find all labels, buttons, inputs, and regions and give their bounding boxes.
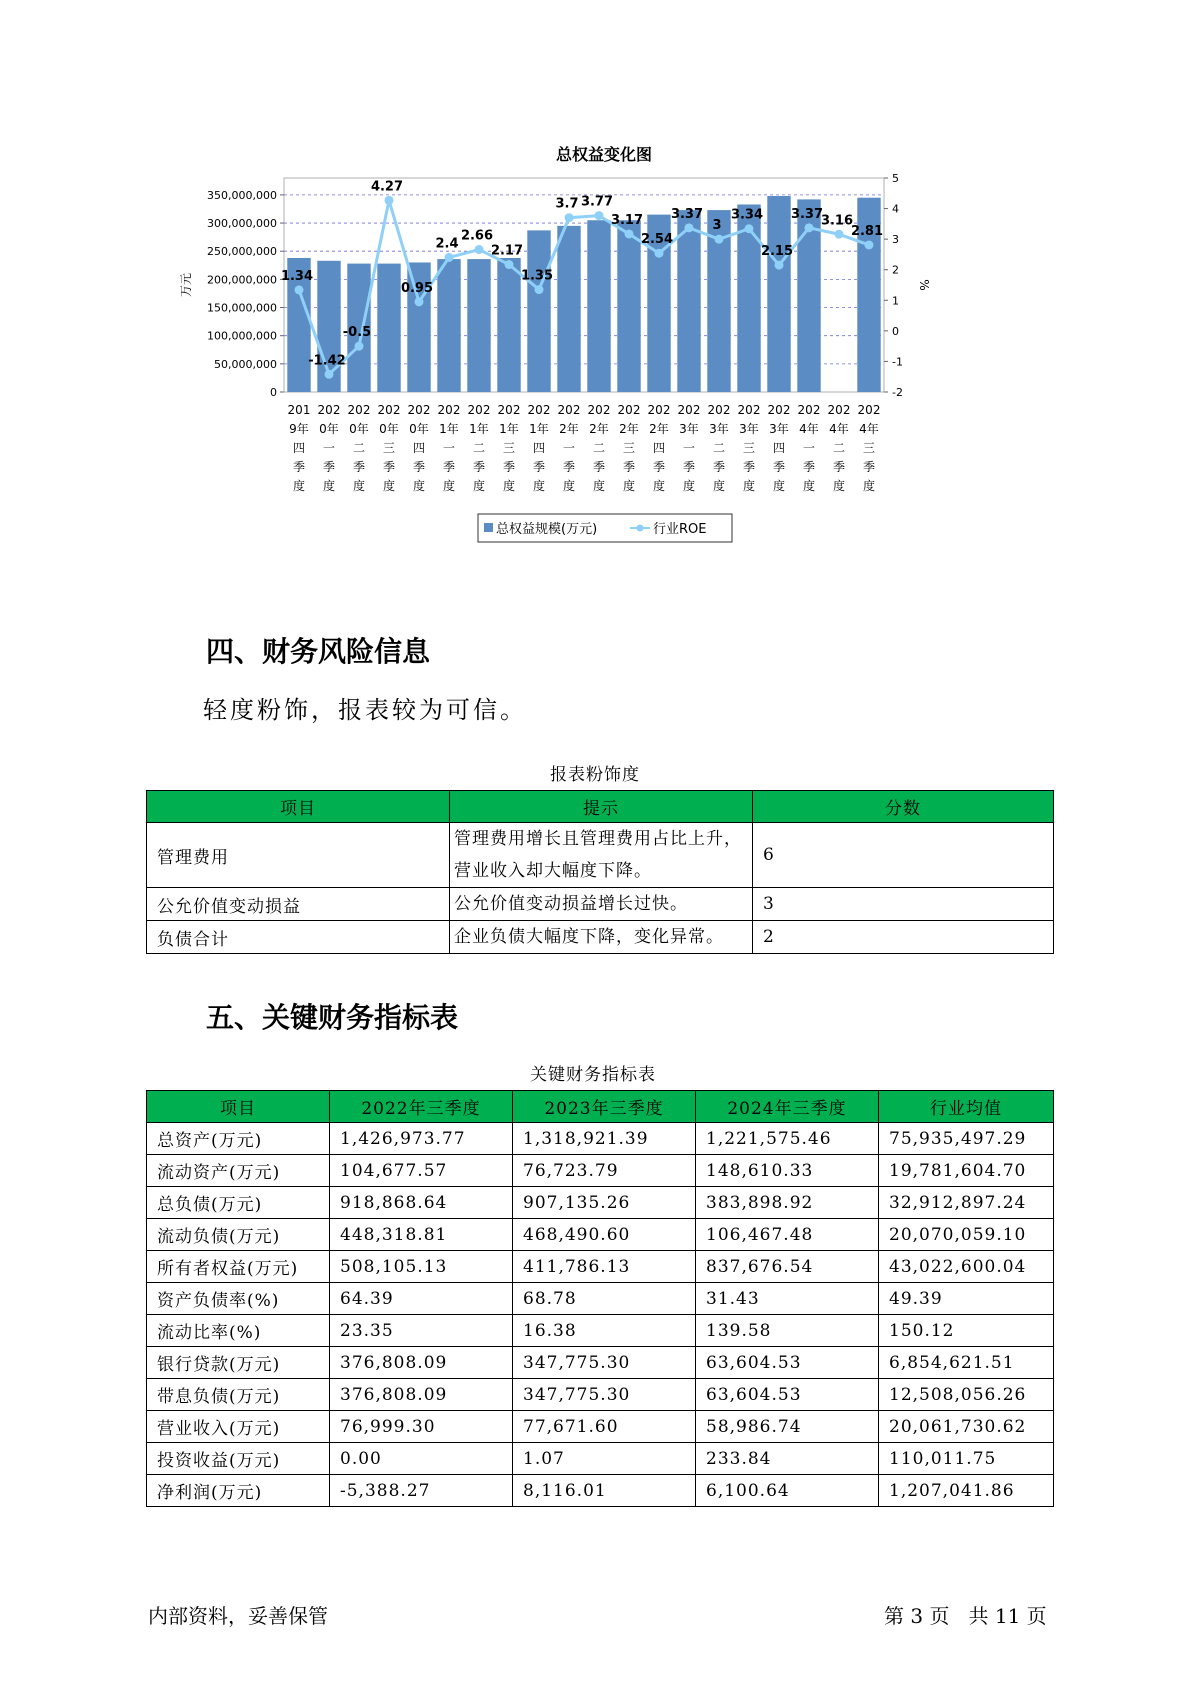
x-tick-label: 一: [442, 441, 456, 455]
x-tick-label: 0年: [349, 422, 369, 436]
x-tick-label: 3年: [709, 422, 729, 436]
metrics-value: 63,604.53: [696, 1379, 879, 1411]
y2-tick-label: -2: [892, 386, 903, 399]
x-tick-label: 季: [292, 460, 306, 474]
metrics-item: 流动负债(万元): [147, 1219, 330, 1251]
y2-tick-label: 3: [892, 233, 899, 247]
roe-point: [295, 285, 304, 294]
metrics-value: 23.35: [330, 1315, 513, 1347]
x-tick-label: 二: [832, 441, 846, 455]
y2-tick-label: 5: [892, 172, 899, 185]
x-tick-label: 四: [772, 441, 786, 455]
metrics-value: 64.39: [330, 1283, 513, 1315]
metrics-value: 1.07: [513, 1443, 696, 1475]
metrics-item: 银行贷款(万元): [147, 1347, 330, 1379]
metrics-value: 63,604.53: [696, 1347, 879, 1379]
risk-header-score: 分数: [753, 791, 1054, 823]
metrics-item: 流动比率(%): [147, 1315, 330, 1347]
x-tick-label: 0年: [319, 422, 339, 436]
metrics-value: 411,786.13: [513, 1251, 696, 1283]
metrics-row: [147, 1123, 1054, 1155]
x-tick-label: 202: [827, 403, 851, 417]
risk-hint: 企业负债大幅度下降，变化异常。: [450, 921, 753, 954]
section4-title: 四、财务风险信息: [206, 635, 431, 668]
metrics-item: 资产负债率(%): [147, 1283, 330, 1315]
roe-point: [355, 342, 364, 351]
x-tick-label: 三: [502, 441, 516, 455]
roe-point: [385, 196, 394, 205]
metrics-value: 376,808.09: [330, 1347, 513, 1379]
risk-score: 3: [753, 888, 1054, 921]
x-tick-label: 一: [562, 441, 576, 455]
x-tick-label: 一: [682, 441, 696, 455]
metrics-value: 0.00: [330, 1443, 513, 1475]
metrics-row: [147, 1283, 1054, 1315]
x-tick-label: 度: [442, 479, 456, 493]
metrics-value: 233.84: [696, 1443, 879, 1475]
x-tick-label: 202: [587, 403, 611, 417]
risk-table-caption: 报表粉饰度: [550, 765, 640, 785]
metrics-item: 净利润(万元): [147, 1475, 330, 1507]
metrics-value: 75,935,497.29: [879, 1123, 1054, 1155]
roe-data-label: 3.7: [555, 196, 579, 212]
roe-data-label: 1.34: [280, 268, 314, 284]
x-tick-label: 3年: [769, 422, 789, 436]
metrics-value: 1,207,041.86: [879, 1475, 1054, 1507]
x-tick-label: 度: [322, 479, 336, 493]
y2-tick-label: 2: [892, 263, 899, 277]
roe-point: [775, 261, 784, 270]
metrics-row: [147, 1379, 1054, 1411]
x-tick-label: 202: [797, 403, 821, 417]
bar: [617, 220, 640, 392]
x-tick-label: 度: [412, 479, 426, 493]
roe-point: [625, 229, 634, 238]
roe-data-label: 2.4: [435, 236, 459, 252]
x-tick-label: 度: [382, 479, 396, 493]
x-tick-label: 3年: [739, 422, 759, 436]
risk-score: 2: [753, 921, 1054, 954]
bar: [527, 230, 550, 392]
metrics-value: 347,775.30: [513, 1347, 696, 1379]
roe-data-label: 2.15: [760, 244, 794, 260]
metrics-value: 104,677.57: [330, 1155, 513, 1187]
roe-data-label: -0.5: [342, 325, 372, 341]
metrics-value: 383,898.92: [696, 1187, 879, 1219]
x-tick-label: 四: [292, 441, 306, 455]
y2-axis-label: %: [917, 279, 931, 291]
metrics-value: 32,912,897.24: [879, 1187, 1054, 1219]
x-tick-label: 0年: [409, 422, 429, 436]
roe-data-label: 3.37: [670, 206, 704, 222]
x-tick-label: 季: [742, 460, 756, 474]
x-tick-label: 季: [832, 460, 846, 474]
metrics-row: [147, 1475, 1054, 1507]
metrics-value: 110,011.75: [879, 1443, 1054, 1475]
risk-header-hint: 提示: [450, 791, 753, 823]
x-tick-label: 度: [562, 479, 576, 493]
metrics-value: 837,676.54: [696, 1251, 879, 1283]
x-tick-label: 季: [802, 460, 816, 474]
x-tick-label: 度: [622, 479, 636, 493]
roe-data-label: 2.17: [490, 243, 524, 259]
x-tick-label: 202: [737, 403, 761, 417]
x-tick-label: 季: [622, 460, 636, 474]
x-tick-label: 一: [802, 441, 816, 455]
roe-data-label: 3.16: [820, 213, 854, 229]
x-tick-label: 二: [592, 441, 606, 455]
x-tick-label: 度: [292, 479, 306, 493]
x-tick-label: 9年: [289, 422, 309, 436]
metrics-value: 1,221,575.46: [696, 1123, 879, 1155]
roe-data-label: 3: [712, 218, 722, 234]
metrics-row: [147, 1251, 1054, 1283]
metrics-value: 76,723.79: [513, 1155, 696, 1187]
metrics-value: 16.38: [513, 1315, 696, 1347]
x-tick-label: 季: [382, 460, 396, 474]
risk-item: 管理费用: [147, 823, 450, 888]
metrics-row: [147, 1155, 1054, 1187]
metrics-header: 行业均值: [879, 1091, 1054, 1123]
y2-tick-label: -1: [892, 355, 903, 369]
bar: [467, 259, 490, 392]
y2-tick-label: 1: [892, 294, 899, 308]
legend-line-label: 行业ROE: [653, 522, 707, 537]
x-tick-label: 二: [472, 441, 486, 455]
x-tick-label: 度: [772, 479, 786, 493]
roe-point: [415, 297, 424, 306]
metrics-table-caption: 关键财务指标表: [530, 1065, 656, 1085]
x-tick-label: 四: [652, 441, 666, 455]
metrics-item: 流动资产(万元): [147, 1155, 330, 1187]
metrics-value: 68.78: [513, 1283, 696, 1315]
legend-bar-label: 总权益规模(万元): [496, 522, 598, 537]
metrics-value: 148,610.33: [696, 1155, 879, 1187]
x-tick-label: 4年: [799, 422, 819, 436]
x-tick-label: 季: [532, 460, 546, 474]
x-tick-label: 度: [832, 479, 846, 493]
x-tick-label: 202: [407, 403, 431, 417]
section4-text: 轻度粉饰，报表较为可信。: [203, 696, 527, 724]
risk-item: 公允价值变动损益: [147, 888, 450, 921]
metrics-value: 76,999.30: [330, 1411, 513, 1443]
metrics-row: [147, 1315, 1054, 1347]
roe-point: [475, 245, 484, 254]
bar: [377, 264, 400, 392]
x-tick-label: 202: [707, 403, 731, 417]
x-tick-label: 度: [502, 479, 516, 493]
x-tick-label: 202: [617, 403, 641, 417]
metrics-item: 带息负债(万元): [147, 1379, 330, 1411]
x-tick-label: 1年: [439, 422, 459, 436]
x-tick-label: 四: [412, 441, 426, 455]
risk-table: [146, 790, 1054, 954]
x-tick-label: 一: [322, 441, 336, 455]
metrics-value: 376,808.09: [330, 1379, 513, 1411]
roe-point: [505, 260, 514, 269]
y-tick-label: 250,000,000: [207, 245, 277, 259]
x-tick-label: 4年: [859, 422, 879, 436]
x-tick-label: 季: [562, 460, 576, 474]
metrics-header: 2023年三季度: [513, 1091, 696, 1123]
metrics-value: 150.12: [879, 1315, 1054, 1347]
x-tick-label: 度: [802, 479, 816, 493]
risk-hint: 管理费用增长且管理费用占比上升，营业收入却大幅度下降。: [450, 823, 753, 888]
x-tick-label: 202: [437, 403, 461, 417]
bar: [677, 210, 700, 392]
x-tick-label: 2年: [589, 422, 609, 436]
y-tick-label: 300,000,000: [207, 217, 277, 231]
roe-data-label: 2.66: [460, 228, 494, 244]
x-tick-label: 三: [862, 441, 876, 455]
footer-confidential: 内部资料，妥善保管: [148, 1604, 328, 1628]
roe-data-label: 0.95: [400, 280, 434, 296]
x-tick-label: 度: [862, 479, 876, 493]
y-tick-label: 150,000,000: [207, 301, 277, 315]
metrics-row: [147, 1347, 1054, 1379]
roe-point: [745, 224, 754, 233]
legend-line-marker: [637, 525, 644, 532]
x-tick-label: 度: [742, 479, 756, 493]
metrics-header: 2024年三季度: [696, 1091, 879, 1123]
roe-point: [565, 213, 574, 222]
y2-tick-label: 4: [892, 202, 899, 216]
bar: [437, 259, 460, 392]
metrics-row: [147, 1443, 1054, 1475]
y-tick-label: 0: [270, 386, 277, 399]
metrics-item: 总资产(万元): [147, 1123, 330, 1155]
x-tick-label: 2年: [649, 422, 669, 436]
roe-data-label: 2.54: [640, 232, 674, 248]
metrics-value: -5,388.27: [330, 1475, 513, 1507]
chart-title: 总权益变化图: [555, 145, 653, 164]
footer-page-number: 第 3 页 共 11 页: [884, 1604, 1047, 1628]
roe-data-label: 3.17: [610, 212, 644, 228]
x-tick-label: 201: [287, 403, 311, 417]
x-tick-label: 4年: [829, 422, 849, 436]
metrics-item: 投资收益(万元): [147, 1443, 330, 1475]
x-tick-label: 2年: [619, 422, 639, 436]
metrics-value: 907,135.26: [513, 1187, 696, 1219]
x-tick-label: 度: [592, 479, 606, 493]
x-tick-label: 四: [532, 441, 546, 455]
x-tick-label: 季: [772, 460, 786, 474]
bar: [557, 226, 580, 392]
roe-point: [445, 253, 454, 262]
x-tick-label: 202: [317, 403, 341, 417]
x-tick-label: 202: [497, 403, 521, 417]
x-tick-label: 202: [527, 403, 551, 417]
risk-item: 负债合计: [147, 921, 450, 954]
metrics-value: 918,868.64: [330, 1187, 513, 1219]
metrics-value: 19,781,604.70: [879, 1155, 1054, 1187]
roe-data-label: 2.81: [850, 223, 884, 239]
roe-data-label: 3.34: [730, 207, 764, 223]
metrics-value: 139.58: [696, 1315, 879, 1347]
x-tick-label: 季: [862, 460, 876, 474]
metrics-value: 8,116.01: [513, 1475, 696, 1507]
y-tick-label: 100,000,000: [207, 329, 277, 343]
x-tick-label: 度: [472, 479, 486, 493]
metrics-item: 总负债(万元): [147, 1187, 330, 1219]
x-tick-label: 度: [532, 479, 546, 493]
roe-point: [655, 249, 664, 258]
x-tick-label: 季: [652, 460, 666, 474]
roe-data-label: 3.37: [790, 206, 824, 222]
metrics-row: [147, 1219, 1054, 1251]
risk-hint: 公允价值变动损益增长过快。: [450, 888, 753, 921]
x-tick-label: 三: [622, 441, 636, 455]
section5-title: 五、关键财务指标表: [206, 1001, 459, 1034]
bar: [497, 258, 520, 392]
x-tick-label: 季: [322, 460, 336, 474]
x-tick-label: 1年: [469, 422, 489, 436]
legend-bar-swatch: [484, 523, 493, 532]
metrics-value: 347,775.30: [513, 1379, 696, 1411]
roe-data-label: 1.35: [520, 268, 554, 284]
metrics-value: 77,671.60: [513, 1411, 696, 1443]
metrics-value: 1,426,973.77: [330, 1123, 513, 1155]
x-tick-label: 季: [442, 460, 456, 474]
metrics-item: 营业收入(万元): [147, 1411, 330, 1443]
roe-point: [805, 223, 814, 232]
roe-data-label: 3.77: [580, 194, 614, 210]
metrics-value: 1,318,921.39: [513, 1123, 696, 1155]
x-tick-label: 季: [412, 460, 426, 474]
x-tick-label: 三: [742, 441, 756, 455]
x-tick-label: 202: [347, 403, 371, 417]
metrics-header: 项目: [147, 1091, 330, 1123]
x-tick-label: 季: [472, 460, 486, 474]
roe-point: [715, 235, 724, 244]
x-tick-label: 1年: [499, 422, 519, 436]
x-tick-label: 季: [352, 460, 366, 474]
risk-header-item: 项目: [147, 791, 450, 823]
x-tick-label: 二: [352, 441, 366, 455]
metrics-row: [147, 1187, 1054, 1219]
x-tick-label: 202: [767, 403, 791, 417]
metrics-value: 12,508,056.26: [879, 1379, 1054, 1411]
roe-data-label: -1.42: [308, 353, 346, 369]
x-tick-label: 季: [682, 460, 696, 474]
metrics-value: 106,467.48: [696, 1219, 879, 1251]
roe-point: [595, 211, 604, 220]
x-tick-label: 度: [682, 479, 696, 493]
metrics-value: 6,100.64: [696, 1475, 879, 1507]
metrics-item: 所有者权益(万元): [147, 1251, 330, 1283]
x-tick-label: 3年: [679, 422, 699, 436]
metrics-value: 448,318.81: [330, 1219, 513, 1251]
y-tick-label: 50,000,000: [214, 357, 277, 371]
metrics-value: 508,105.13: [330, 1251, 513, 1283]
metrics-value: 6,854,621.51: [879, 1347, 1054, 1379]
roe-point: [865, 240, 874, 249]
x-tick-label: 2年: [559, 422, 579, 436]
x-tick-label: 季: [502, 460, 516, 474]
x-tick-label: 202: [467, 403, 491, 417]
x-tick-label: 202: [857, 403, 881, 417]
roe-data-label: 4.27: [370, 179, 404, 195]
x-tick-label: 202: [647, 403, 671, 417]
metrics-value: 468,490.60: [513, 1219, 696, 1251]
metrics-value: 49.39: [879, 1283, 1054, 1315]
bar: [587, 220, 610, 392]
metrics-table: [146, 1090, 1054, 1507]
y-tick-label: 350,000,000: [207, 188, 277, 202]
roe-point: [535, 285, 544, 294]
x-tick-label: 202: [677, 403, 701, 417]
x-tick-label: 202: [377, 403, 401, 417]
roe-point: [685, 223, 694, 232]
x-tick-label: 度: [352, 479, 366, 493]
metrics-value: 58,986.74: [696, 1411, 879, 1443]
roe-point: [325, 370, 334, 379]
y-axis-label: 万元: [179, 272, 193, 298]
x-tick-label: 季: [592, 460, 606, 474]
bar: [767, 196, 790, 392]
roe-point: [835, 230, 844, 239]
metrics-value: 20,061,730.62: [879, 1411, 1054, 1443]
x-tick-label: 季: [712, 460, 726, 474]
risk-score: 6: [753, 823, 1054, 888]
y-tick-label: 200,000,000: [207, 273, 277, 287]
x-tick-label: 1年: [529, 422, 549, 436]
metrics-header: 2022年三季度: [330, 1091, 513, 1123]
x-tick-label: 三: [382, 441, 396, 455]
x-tick-label: 202: [557, 403, 581, 417]
metrics-value: 20,070,059.10: [879, 1219, 1054, 1251]
metrics-value: 43,022,600.04: [879, 1251, 1054, 1283]
x-tick-label: 度: [712, 479, 726, 493]
metrics-value: 31.43: [696, 1283, 879, 1315]
x-tick-label: 度: [652, 479, 666, 493]
x-tick-label: 0年: [379, 422, 399, 436]
equity-chart: [150, 130, 1050, 590]
x-tick-label: 二: [712, 441, 726, 455]
y2-tick-label: 0: [892, 324, 899, 338]
metrics-row: [147, 1411, 1054, 1443]
